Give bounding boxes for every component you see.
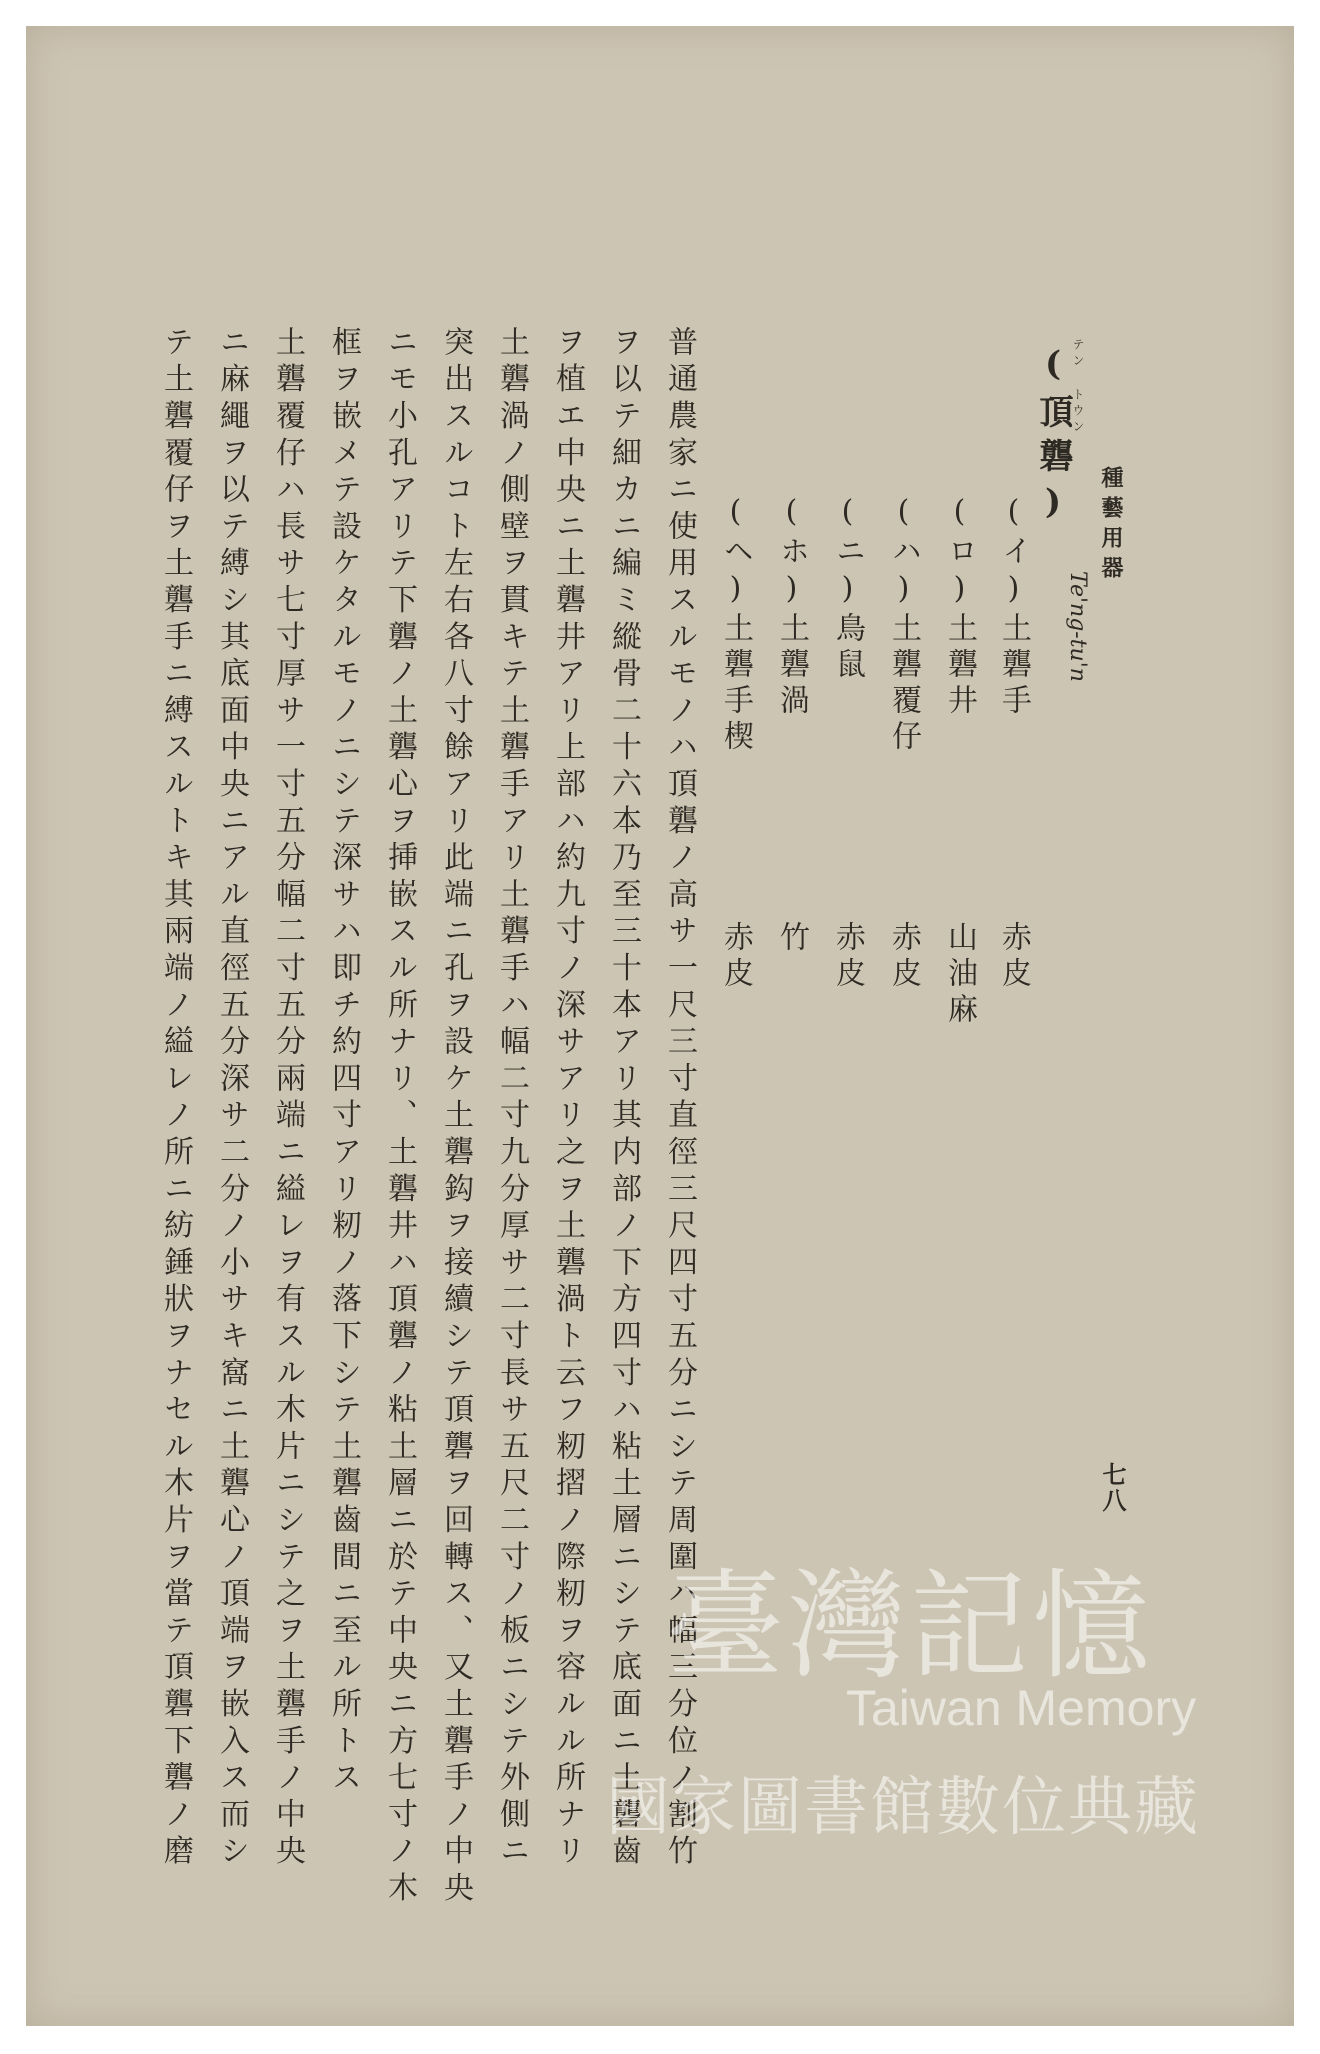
watermark-english-title: Taiwan Memory [846, 1680, 1197, 1736]
item-material: 赤皮 [718, 921, 753, 993]
running-header-title: 種藝用器 [1098, 466, 1124, 586]
body-text-line: ヲ以テ細カニ編ミ縱骨二十六本乃至三十本アリ其内部ノ下方四寸ハ粘土層ニシテ底面ニ土礱齒 [606, 326, 641, 1872]
body-text-line: テ土礱覆仔ヲ土礱手ニ縛スルトキ其兩端ノ縊レノ所ニ紡錘狀ヲナセル木片ヲ當テ頂礱下礱ノ磨 [158, 326, 193, 1872]
entry-title: (頂礱) [1033, 344, 1073, 532]
body-text-line: 普通農家ニ使用スルモノハ頂礱ノ高サ一尺三寸直徑三尺四寸五分ニシテ周圍ハ幅三分位ノ割竹 [662, 326, 697, 1872]
body-text-line: ニモ小孔アリテ下礱ノ土礱心ヲ挿嵌スル所ナリ、土礱井ハ頂礱ノ粘土層ニ於テ中央ニ方七寸ノ木 [382, 326, 417, 1909]
body-text-line: 突出スルコト左右各八寸餘アリ此端ニ孔ヲ設ケ土礱鈎ヲ接續シテ頂礱ヲ回轉ス、又土礱手ノ中央 [438, 326, 473, 1909]
item-material: 竹 [774, 921, 809, 957]
item-material: 山油麻 [942, 921, 977, 1029]
watermark-chinese-title: 臺灣記憶 [666, 1557, 1155, 1695]
page-number: 七八 [1098, 1462, 1127, 1514]
body-text-line: ヲ植エ中央ニ土礱井アリ上部ハ約九寸ノ深サアリ之ヲ土礱渦ト云フ籾摺ノ際籾ヲ容ルル所ナリ [550, 326, 585, 1872]
item-label: (ロ)土礱井 [942, 494, 977, 720]
item-material: 赤皮 [830, 921, 865, 993]
item-label: (イ)土礱手 [996, 494, 1031, 720]
item-label: (ヘ)土礱手楔 [718, 494, 753, 756]
item-label: (ホ)土礱渦 [774, 494, 809, 720]
watermark [606, 1531, 1286, 1911]
watermark-library-name: 國家圖書館數位典藏 [606, 1771, 1200, 1845]
item-label: (ハ)土礱覆仔 [886, 494, 921, 756]
entry-romanization: Te'ng-tu'n [1065, 571, 1090, 682]
page-paper [26, 26, 1294, 2026]
item-material: 赤皮 [996, 921, 1031, 993]
body-text-line: ニ麻繩ヲ以テ縛シ其底面中央ニアル直徑五分深サ二分ノ小サキ窩ニ土礱心ノ頂端ヲ嵌入ス而シ [214, 326, 249, 1872]
body-text-line: 土礱覆仔ハ長サ七寸厚サ一寸五分幅二寸五分兩端ニ縊レヲ有スル木片ニシテ之ヲ土礱手ノ中央 [270, 326, 305, 1872]
body-text-line: 土礱渦ノ側壁ヲ貫キテ土礱手アリ土礱手ハ幅二寸九分厚サ二寸長サ五尺二寸ノ板ニシテ外側ニ [494, 326, 529, 1872]
item-material: 赤皮 [886, 921, 921, 993]
item-label: (ニ)鳥鼠 [830, 494, 865, 684]
body-text-line: 框ヲ嵌メテ設ケタルモノニシテ深サハ即チ約四寸アリ籾ノ落下シテ土礱齒間ニ至ル所トス [326, 326, 361, 1798]
entry-furigana: テン トウン [1071, 338, 1085, 436]
